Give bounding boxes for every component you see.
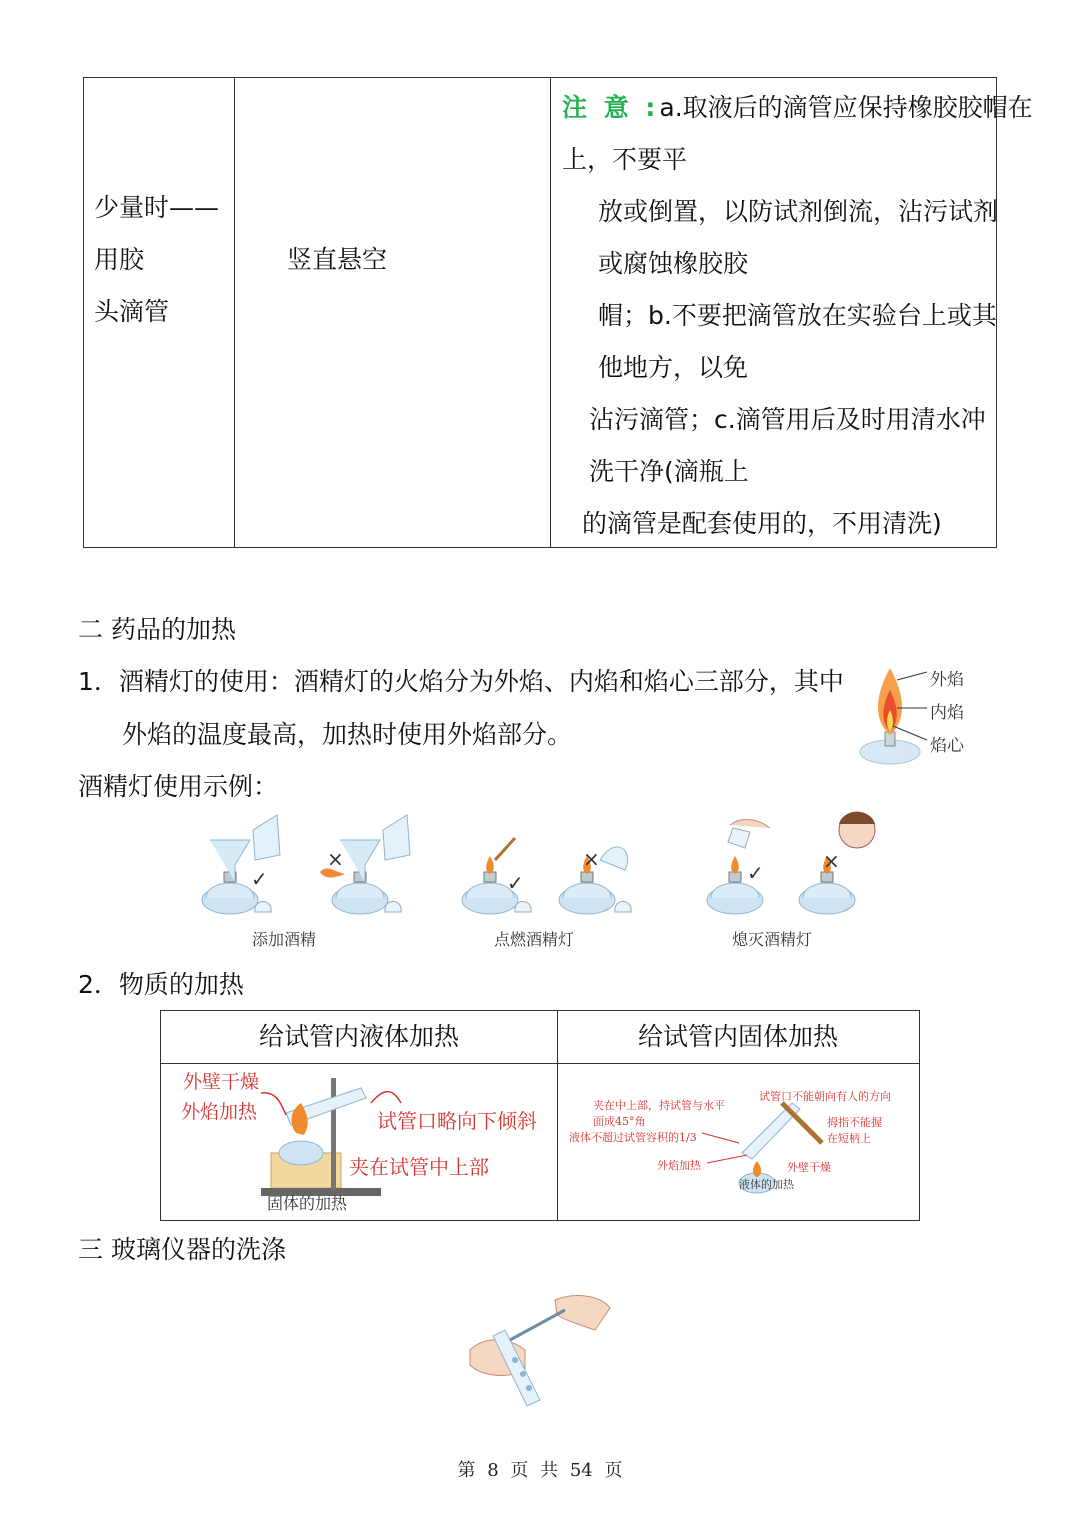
note-text: a.取液后的滴管应保持橡胶胶帽在 [659, 93, 1033, 122]
table-divider [550, 78, 551, 547]
mark-check: ✓ [747, 861, 764, 885]
label-outer-flame: 外焰加热 [181, 1101, 258, 1123]
section-heading-heating: 二 药品的加热 [78, 615, 236, 644]
header-liquid-heating: 给试管内液体加热 [258, 1022, 459, 1051]
table-divider [234, 78, 235, 547]
cell-line: 少量时—— [94, 193, 220, 222]
note-line: 放或倒置，以防试剂倒流，沾污试剂 [598, 197, 999, 226]
note-line: 帽；b.不要把滴管放在实验台上或其 [598, 301, 997, 330]
example-label: 酒精灯使用示例： [78, 772, 279, 801]
lamp-usage-illustration [195, 820, 855, 925]
flame-label-inner: 内焰 [930, 703, 964, 723]
paragraph-substance-heating: 2．物质的加热 [78, 970, 244, 999]
paragraph-alcohol-lamp-cont: 外焰的温度最高，加热时使用外焰部分。 [122, 720, 573, 749]
heating-table [160, 1010, 920, 1221]
cell-method: 竖直悬空 [287, 245, 388, 274]
caption-light-lamp: 点燃酒精灯 [494, 930, 575, 949]
note-line: 洗干净(滴瓶上 [589, 457, 749, 486]
caption-extinguish-lamp: 熄灭酒精灯 [732, 930, 813, 949]
drop-usage-table [83, 77, 1033, 548]
mark-cross: × [583, 847, 600, 871]
note-line: 的滴管是配套使用的，不用清洗) [582, 509, 942, 538]
section-heading-washing: 三 玻璃仪器的洗涤 [78, 1235, 286, 1264]
flame-label-outer: 外焰 [930, 670, 964, 690]
label-tube-mouth: 试管口不能朝向有人的方向 [759, 1090, 891, 1103]
mark-check: ✓ [507, 871, 524, 895]
label-outer-dry: 外壁干燥 [183, 1071, 260, 1093]
caption-add-alcohol: 添加酒精 [252, 930, 317, 949]
label-clamp-position: 夹在试管中上部 [349, 1155, 489, 1179]
flame-label-core: 焰心 [930, 736, 964, 756]
washing-illustration [465, 1290, 615, 1410]
label-tube-tilt: 试管口略向下倾斜 [377, 1109, 537, 1133]
cell-instrument [94, 182, 234, 338]
label-angle-45: 面成45°角 [593, 1115, 646, 1128]
label-thumb: 拇指不能握 [827, 1116, 882, 1129]
label-hold-angle: 夹在中上部，持试管与水平 [593, 1099, 725, 1112]
note-line: 他地方，以免 [598, 353, 749, 382]
note-line: 沾污滴管；c.滴管用后及时用清水冲 [589, 405, 986, 434]
note-line: 上，不要平 [562, 145, 688, 174]
caption-liquid-heating: 液体的加热 [739, 1178, 794, 1191]
label-short-handle: 在短柄上 [827, 1132, 871, 1145]
note-label: 注 意 : [562, 93, 660, 122]
mark-cross: × [327, 847, 344, 871]
label-outer-dry-right: 外壁干燥 [787, 1161, 831, 1174]
note-line [562, 88, 1033, 124]
page-footer: 第 8 页 共 54 页 [457, 1460, 623, 1481]
mark-cross: × [823, 849, 840, 873]
header-solid-heating: 给试管内固体加热 [637, 1022, 838, 1051]
caption-solid-heating: 固体的加热 [267, 1194, 348, 1213]
label-outer-flame-right: 外焰加热 [657, 1159, 701, 1172]
paragraph-alcohol-lamp: 1．酒精灯的使用：酒精灯的火焰分为外焰、内焰和焰心三部分，其中 [78, 667, 844, 696]
cell-line: 头滴管 [94, 297, 170, 326]
label-liquid-volume: 液体不超过试管容积的1/3 [569, 1131, 697, 1144]
note-line: 或腐蚀橡胶胶 [598, 249, 749, 278]
cell-line: 用胶 [94, 245, 145, 274]
mark-check: ✓ [251, 867, 268, 891]
